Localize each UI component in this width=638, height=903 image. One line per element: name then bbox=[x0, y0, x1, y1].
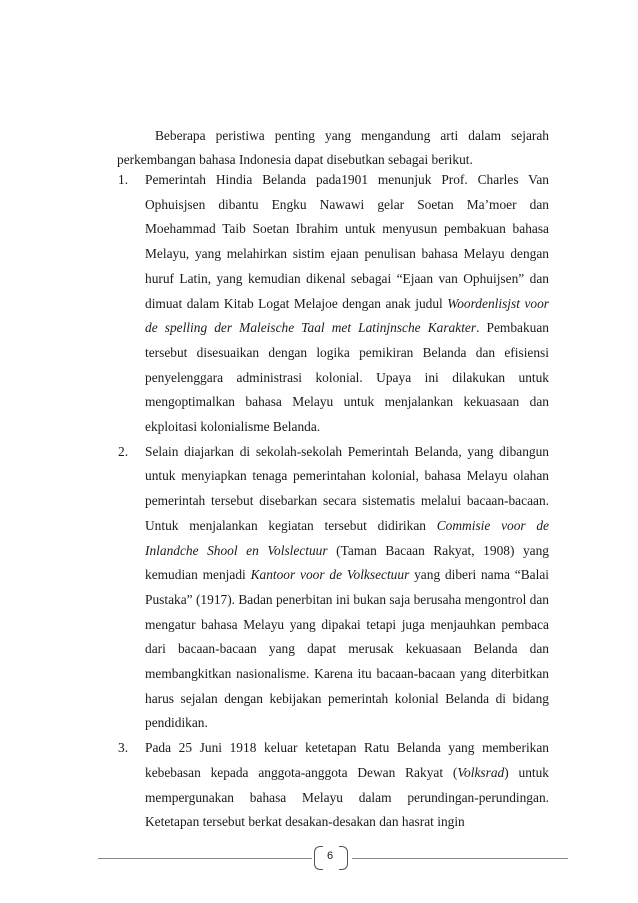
list-item-text: (Taman Bacaan Rakyat, 1908) yang kemudian menjadi bbox=[145, 542, 549, 583]
list-item-number: 2. bbox=[118, 443, 129, 459]
list-item-italic-term: Volksrad bbox=[457, 764, 505, 780]
list-item-italic-title: Kantoor voor de Volksectuur bbox=[250, 567, 410, 583]
list-item bbox=[117, 736, 549, 835]
list-item-text: Pada 25 Juni 1918 keluar ketetapan Ratu Belanda yang memberikan kebebasan kepada anggota-anggota Dewan Rakyat ( bbox=[145, 740, 549, 780]
list-item-text: ) untuk mempergunakan bahasa Melayu dalam perundingan-perundingan. Ketetapan tersebut berkat desakan-desakan dan hasrat ingin bbox=[145, 764, 550, 830]
list-item-italic-title: Woordenlisjst voor de spelling der Maleische Taal met Latinjnsche Karakter bbox=[145, 295, 549, 336]
page-number: 6 bbox=[326, 850, 334, 862]
list-item-text: Pemerintah Hindia Belanda pada1901 menunjuk Prof. Charles Van Ophuisjsen dibantu Engku Nawawi gelar Soetan Ma’moer dan Moehammad Taib Soetan Ibrahim untuk menyusun pembakuan bahasa Melayu, yang melahirkan sistim ejaan penulisan bahasa Melayu dengan huruf Latin, yang kemudian dikenal sebagai “Ejaan van Ophuijsen” dan dimuat dalam Kitab Logat Melajoe dengan anak judul bbox=[145, 172, 549, 311]
list-item-number: 3. bbox=[118, 740, 129, 756]
list-item-text: yang diberi nama “Balai Pustaka” (1917). Badan penerbitan ini bukan saja berusaha mengontrol dan mengatur bahasa Melayu yang dipakai tetapi juga menjauhkan pembaca dari bacaan-bacaan yang dapat merusak kekuasaan Belanda dan membangkitkan nasionalisme. Karena itu bacaan-bacaan yang diterbitkan harus sejalan dengan kebijakan pemerintah kolonial Belanda di bidang pendidikan. bbox=[145, 567, 549, 731]
events-list bbox=[117, 168, 549, 835]
footer-rule-left bbox=[98, 858, 312, 859]
page-number-bracket-right bbox=[339, 846, 348, 870]
intro-paragraph: Beberapa peristiwa penting yang mengandung arti dalam sejarah perkembangan bahasa Indonesia dapat disebutkan sebagai berikut. bbox=[117, 128, 549, 167]
list-item-text: . Pembakuan tersebut disesuaikan dengan logika pemikiran Belanda dan efisiensi penyelenggara administrasi kolonial. Upaya ini dilakukan untuk mengoptimalkan bahasa Melayu untuk menjalankan kekuasaan dan ekploitasi kolonialisme Belanda. bbox=[145, 320, 549, 435]
list-item-number: 1. bbox=[118, 172, 129, 187]
list-item bbox=[117, 440, 549, 736]
list-item-italic-title: Commisie voor de Inlandche Shool en Volslectuur bbox=[145, 517, 549, 558]
footer-rule-right bbox=[352, 858, 568, 859]
list-item-text: Selain diajarkan di sekolah-sekolah Pemerintah Belanda, yang dibangun untuk menyiapkan tenaga pemerintahan kolonial, bahasa Melayu olahan pemerintah tersebut disebarkan secara sistematis melalui bacaan-bacaan. Untuk menjalankan kegiatan tersebut didirikan bbox=[145, 443, 549, 533]
list-item bbox=[117, 168, 549, 440]
